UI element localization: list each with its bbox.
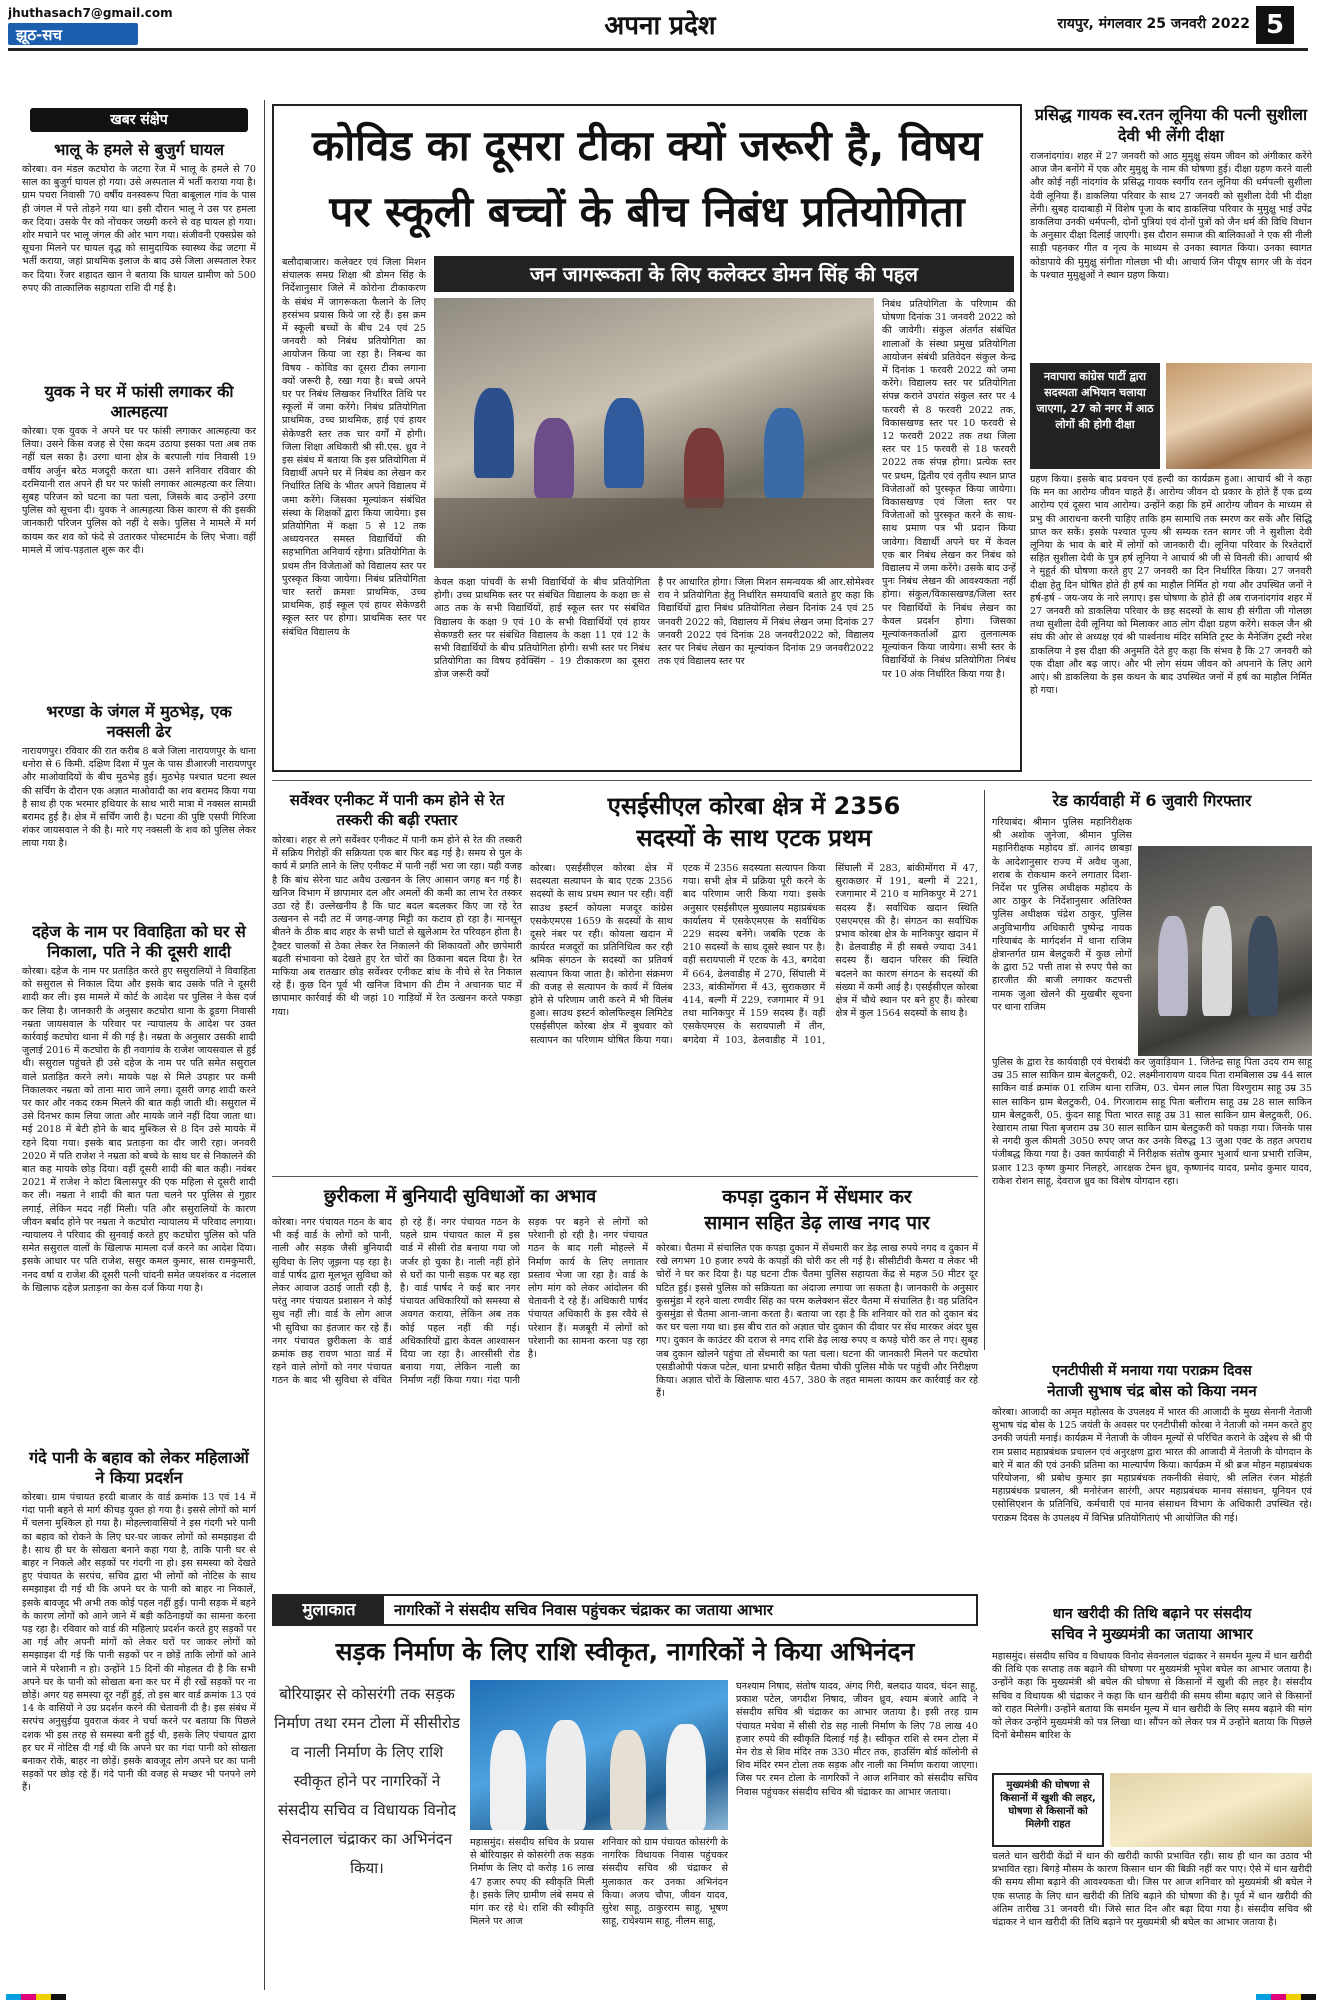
brief-1-title: भालू के हमले से बुजुर्ग घायल (54, 140, 224, 159)
netaji-headline-1: एनटीपीसी में मनाया गया पराक्रम दिवस (1052, 1363, 1252, 1379)
brief-1-body: कोरबा। वन मंडल कटघोरा के जटगा रेंज में भालू के हमले से 70 साल का बुजुर्ग घायल हो गया। उसे अस्पताल में भर्ती कराया गया है। ग्राम पचरा निवासी 70 वर्षीय वनस्वरूप पिता बाबूलाल गांव के पास ही जंगल में पत्ते तोड़ने गया था। इसी दौरान भालू ने उस पर हमला कर दिया। उसके पैर को नोंचकर जख्मी करने से वह घायल हो गया। शोर मचाने पर भालू जंगल की ओर भाग गया। संजीवनी एक्सप्रेस को सूचना मिलने पर घायल वृद्ध को सामुदायिक स्वास्थ्य केंद्र जटगा में भर्ती कराया, जहां प्राथमिक इलाज के बाद उसे जिला अस्पताल रेफर कर दिया। रेंजर शहादत खान ने बताया कि घायल ग्रामीण को 500 रुपए की तात्कालिक सहायता राशि दी गई है। (22, 164, 256, 294)
diksha-body-bottom: ग्रहण किया। इसके बाद प्रवचन एवं हल्दी का कार्यक्रम हुआ। आचार्य श्री ने कहा कि मन का आरोग्य जीवन चाहते हैं। आरोग्य जीवन दो प्रकार के होते हैं एक द्रव्य आरोग्य एवं दूसरा भाव आरोग्य। उन्होंने कहा कि हमें आरोग्य जीवन के माध्यम से प्रभु की आराधना करनी चाहिए ताकि हम सामाधि तक स्मरण कर सकें और सिद्धि प्राप्त कर सकें। इसके पश्चात पूज्य श्री सम्यक रतन सागर जी ने सुशीला देवी लूनिया के भाव के बारे में लोगों को जानकारी दी। लूनिया परिवार के रिश्तेदारों सहित सुशीला देवी के पुत्र हर्ष लूनिया ने आचार्य श्री जी से विनती की। आचार्य श्री ने मुहूर्त की घोषणा करते हुए 27 जनवरी का दिन निर्धारित किया। 27 जनवरी दीक्षा हेतु दिन घोषित होते ही हर्ष का माहौल निर्मित हो गया और उपस्थित जनों ने हर्ष-हर्ष - जय-जय के नारे लगाए। इस घोषणा के होते ही अब राजनांदगांव शहर में 27 जनवरी को डाकलिया परिवार के छह सदस्यों के साथ ही संगीता जी गोलछा तथा सुशीला देवी लूनिया को मिलाकर आठ लोग दीक्षा ग्रहण करेंगे। सकल जैन श्री संघ की ओर से अध्यक्ष एवं श्री पार्श्वनाथ मंदिर समिति ट्रस्ट के मैनेजिंग ट्रस्टी नरेश डाकलिया ने इस दीक्षा की अनुमति देते हुए कहा कि संभव है कि 27 जनवरी को एक दीक्षा और बढ़ जाए। और भी लोग संयम जीवन को अपनाने के लिए आगे आएं। श्री डाकलिया के इस कथन के बाद उपस्थित जनों में हर्ष का माहौल निर्मित हो गया। (1030, 474, 1312, 697)
brand-logo (8, 23, 138, 45)
raid-photo (1138, 846, 1312, 1056)
chhuri-headline: छुरीकला में बुनियादी सुविधाओं का अभाव (323, 1186, 597, 1207)
lead-col-2: केवल कक्षा पांचवीं के सभी विद्यार्थियों के बीच प्रतियोगिता होगी। उच्च प्राथमिक स्तर पर संबंधित विद्यालय के कक्षा छः से आठ तक के सभी विद्यार्थियों, हाई स्कूल स्तर पर संबंधित विद्यालय के कक्षा 9 एवं 10 के सभी विद्यार्थियों एवं हायर सेकण्डरी स्तर पर संबंधित विद्यालय के कक्षा 11 एवं 12 के सभी विद्यार्थियों के बीच प्रतियोगिता होगी। सभी स्तर पर निबंध प्रतियोगिता का विषय हवेक्सिंग - 19 टीकाकरण का दूसरा डोज जरूरी क्यों (434, 577, 650, 681)
dhan-body-bottom: चलते धान खरीदी केंद्रों में धान की खरीदी काफी प्रभावित रही। साथ ही धान का उठाव भी प्रभावित रहा। बिगड़े मौसम के कारण किसान धान की बिक्री नहीं कर पाए। ऐसे में धान खरीदी की समय सीमा बढ़ाने की आवश्यकता थी। जिस पर आज शनिवार को मुख्यमंत्री श्री बघेल ने एक सप्ताह के लिए धान खरीदी की तिथि बढ़ाने की घोषणा की है। पूर्व में धान खरीदी की अंतिम तारीख 31 जनवरी थी। जिसे सात दिन और बढ़ा दिया गया है। संसदीय सचिव श्री चंद्राकर ने धान खरीदी की तिथि बढ़ाने पर मुख्यमंत्री श्री बघेल का आभार जताया है। (992, 1851, 1312, 1929)
brand-name: झूठ-सच (16, 26, 62, 44)
diksha-story (1030, 104, 1312, 780)
theft-headline-1: कपड़ा दुकान में सेंधमार कर (722, 1186, 912, 1208)
mulaqat-story (272, 1594, 978, 1994)
ssecl-headline-1: एसईसीएल कोरबा क्षेत्र में 2356 (607, 792, 901, 820)
email: jhuthasach7@gmail.com (8, 6, 173, 20)
brief-5 (22, 1448, 256, 1986)
dateline: रायपुर, मंगलवार 25 जनवरी 2022 (1057, 16, 1250, 32)
brief-3-title: भरण्डा के जंगल में मुठभेड़, एक नक्सली ढेर (46, 702, 232, 741)
diksha-box-text: नवापारा कांग्रेस पार्टी द्वारा सदस्यता अभियान चलाया जाएगा, 27 को नगर में आठ लोगों की होगी दीक्षा (1036, 370, 1154, 431)
mid-rule-2 (272, 1176, 978, 1177)
lead-subhead-text: जन जागरूकता के लिए कलेक्टर डोमन सिंह की पहल (530, 262, 918, 286)
ssecl-body: कोरबा। एसईसीएल कोरबा क्षेत्र में सदस्यता सत्यापन के बाद एटक 2356 सदस्यों के साथ प्रथम स्थान पर रही। वहीं साउथ इस्टर्न कोयला मजदूर कांग्रेस एसकेएमएस 1659 के सदस्यों के साथ दूसरे नंबर पर रही। कोयला खदान में कार्यरत मजदूरों का प्रतिनिधित्व कर रही श्रमिक संगठन के सदस्यों का प्रतिवर्ष सत्यापन किया जाता है। कोरोना संक्रमण की वजह से सत्यापन के कार्य में विलंब होने से परिणाम जारी करने में भी विलंब हुआ। साउथ इस्टर्न कोलफिल्ड्स लिमिटेड एसईसीएल कोरबा क्षेत्र में बुधवार को सत्यापन का परिणाम घोषित किया गया। एटक में 2356 सदस्यता सत्यापन किया गया। सभी क्षेत्र में प्रक्रिया पूरी करने के बाद परिणाम जारी किया गया। इसके अनुसार एसईसीएल मुख्यालय महाप्रबंधक कार्यालय में एसकेएमएस के सर्वाधिक 229 सदस्य बनेंगे। जबकि एटक के 210 सदस्यों के साथ दूसरे स्थान पर है। वहीं सरायपाली में एटक के 43, बगदेवा में 664, ढेलवाडीह में 270, सिंघाली में 233, बांकीमोंगरा में 43, सुराकछार में 414, बल्गी में 229, रजगामार में 91 तथा मानिकपुर में 159 सदस्य हैं। वहीं एसकेएमएस के सरायपाली में तीन, बगदेवा में 103, ढेलवाडीह में 101, सिंघाली में 283, बांकीमोंगरा में 47, सुराकछार में 191, बल्गी में 221, रजगामार में 210 व मानिकपुर में 271 सदस्य हैं। सर्वाधिक खदान स्थिति एसएमएस की है। संगठन का सर्वाधिक प्रभाव कोरबा क्षेत्र के मानिकपुर खदान में है। ढेलवाडीह में ही सबसे ज्यादा 341 सदस्य हैं। खदान परिसर की स्थिति बदलने का कारण संगठन के सदस्यों की संख्या में कमी आई है। एसईसीएल कोरबा क्षेत्र में चौथे स्थान पर बने हुए हैं। कोरबा क्षेत्र में कुल 1564 सदस्यों के साथ है। (530, 863, 978, 1046)
theft-story (656, 1184, 978, 1584)
mulaqat-label-text: मुलाकात (302, 1600, 356, 1620)
color-bar-left (6, 1994, 66, 2000)
brief-4 (22, 922, 256, 1442)
lead-col-3: है पर आधारित होगा। जिला मिशन समन्वयक श्री आर.सोमेश्वर राव ने प्रतियोगिता हेतु निर्धारित समयावधि बताते हुए कहा कि विद्यार्थियों द्वारा निबंध प्रतियोगिता लेखन दिनांक 24 एवं 25 जनवरी 2022 को, विद्यालय में निबंध लेखन जमा दिनांक 27 जनवरी 2022 एवं दिनांक 28 जनवरी2022 को, विद्यालय स्तर पर निबंध लेखन का मूल्यांकन दिनांक 29 जनवरी2022 तक एवं विद्यालय स्तर पर (658, 577, 874, 668)
lead-subhead (434, 256, 1014, 292)
sand-headline: सर्वेश्वर एनीकट में पानी कम होने से रेत तस्करी की बढ़ी रफ्तार (289, 791, 505, 829)
dhan-story (992, 1604, 1312, 1994)
diksha-photo (1166, 363, 1312, 469)
netaji-headline-2: नेताजी सुभाष चंद्र बोस को किया नमन (1047, 1382, 1257, 1400)
raid-body-top: गरियाबंद। श्रीमान पुलिस महानिरीक्षक श्री अशोक जुनेजा, श्रीमान पुलिस महानिरीक्षक महोदय डॉ. आनंद छाबड़ा के आदेशानुसार राज्य में अवैध जुआ, शराब के रोकथाम करने लगातार दिशा-निर्देश पर पुलिस अधीक्षक महोदय के आर ठाकुर के निर्देशानुसार अतिरिक्त पुलिस अधीक्षक चंद्रेश ठाकुर, पुलिस अनुविभागीय अधिकारी पुष्पेन्द्र नायक गरियाबंद के मार्गदर्शन में थाना राजिम क्षेत्रान्तर्गत ग्राम बेलटुकरी में कुछ लोगों के द्वारा 52 पत्ती ताश से रुपए पैसे का हारजीत की बाजी लगाकर कटपत्ती नामक जुआ खेलने की मुखबीर सूचना पर थाना राजिम (992, 817, 1132, 1013)
brief-2-title: युवक ने घर में फांसी लगाकर की आत्महत्या (44, 382, 234, 421)
mid-rule (272, 780, 1312, 781)
brief-2 (22, 382, 256, 700)
masthead-rule (8, 48, 1308, 51)
briefs-divider (264, 100, 265, 1990)
netaji-story (992, 1362, 1312, 1598)
diksha-box (1030, 363, 1160, 469)
brief-4-body: कोरबा। दहेज के नाम पर प्रताड़ित करते हुए ससुरालियों ने विवाहिता को ससुराल से निकाल दिया और इसके बाद उसके पति ने दूसरी शादी कर ली। इस मामले में कोर्ट के आदेश पर पुलिस ने केस दर्ज कर लिया है। जानकारी के अनुसार कटघोरा थाना के डूडगा निवासी नम्रता जायसवाल के परिवार पर न्यायालय के आदेश पर उक्त कार्रवाई कटघोरा थाना में की गई है। नम्रता के अनुसार उसकी शादी जुलाई 2016 में कटघोरा के ही नवागांव के राजेश जायसवाल से हुई थी। ससुराल पहुंचते ही उसे दहेज के नाम पर पति समेत ससुराल वाले प्रताड़ित करने लगे। मायके पक्ष से मिले उपहार पर कमी निकालकर नम्रता को ताना मारा जाने लगा। दूसरी जगह शादी करने पर कार और नकद रकम मिलने की बात कही जाती थी। ससुराल में उसे दिनभर काम लिया जाता और मायके जाने नहीं दिया जाता था। मई 2018 में बेटी होने के बाद मुश्किल से 8 दिन उसे मायके में रहने दिया गया। इसके बाद प्रताड़ना का दौर जारी रहा। जनवरी 2020 में पति राजेश ने नम्रता को बच्चे के साथ घर से निकालने की बात कह मायके छोड़ दिया। वहीं दूसरी शादी की बात कही। नवंबर 2021 में राजेश ने कोटा बिलासपुर की एक महिला से दूसरी शादी कर ली। नम्रता ने शादी की बात पता चलने पर पुलिस से गुहार लगाई, लेकिन मदद नहीं मिली। पति और ससुरालियों के कारण जीवन बर्बाद होने पर नम्रता ने कटघोरा न्यायालय में परिवाद लगाया। न्यायालय ने परिवाद की सुनवाई करते हुए कटघोरा पुलिस को पति समेत ससुराल वालों के खिलाफ मामला दर्ज करने का आदेश दिया। इसके आधार पर पति राजेश, ससुर कमल कुमार, सास रामकुमारी, ननद वर्षा व राजेश की दूसरी पत्नी चांदनी समेत जयशंकर व नंदलाल के खिलाफ दहेज प्रताड़ना का केस दर्ज किया गया है। (22, 966, 256, 1294)
mulaqat-col-3: घनश्याम निषाद, संतोष यादव, अंगद गिरी, बलदाउ यादव, चंदन साहू, प्रकाश पटेल, जगदीश निषाद, जीवन ध्रुव, श्याम बंजारे आदि ने संसदीय सचिव श्री चंद्राकर का आभार जताया है। इसी तरह ग्राम पंचायत मचेवा में सीसी रोड सह नाली निर्माण के लिए 78 लाख 40 हजार रुपये की स्वीकृति दिलाई गई है। स्वीकृत राशि से रमन टोला में मेन रोड से शिव मंदिर तक 330 मीटर तक, हाउसिंग बोर्ड कॉलोनी से शिव मंदिर रमन टोला तक सड़क और नाली का निर्माण कराया जाएगा। जिस पर रमन टोला के नागरिकों ने आज शनिवार को संसदीय सचिव निवास पहुंचकर संसदीय सचिव श्री चंद्राकर का आभार जताया। (736, 1681, 978, 1798)
mulaqat-photo (470, 1680, 728, 1830)
raid-body-bottom: पुलिस के द्वारा रेड कार्यवाही एवं घेराबंदी कर जुवाड़ियान 1. जितेन्द्र साहू पिता उदय राम साहू उम्र 35 साल साकिन ग्राम बेलटुकरी, 02. लक्ष्मीनारायण यादव पिता रामबिलास उम्र 44 साल साकिन वार्ड क्रमांक 01 राजिम थाना राजिम, 03. चेमन लाल पिता विश्णुराम साहू उम्र 35 साल साकिन ग्राम बेलटुकरी, 04. गिरजाराम साहू पिता बलीराम साहू उम्र 28 साल साकिन ग्राम बेलटुकरी, 05. कुंदन साहू पिता भारत साहू उम्र 31 साल साकिन ग्राम बेलटुकरी, 06. रेखाराम ताम्रा पिता बृजराम उम्र 30 साल साकिन ग्राम बेलटुकरी को पकड़ा गया। जिनके पास से नगदी कुल कीमती 3050 रुपए जप्त कर उनके विरुद्ध 13 जुआ एक्ट के तहत अपराध पंजीबद्ध किया गया है। उक्त कार्यवाही में निरीक्षक संतोष कुमार भुआर्य थाना प्रभारी राजिम, प्रआर 123 कृष्ण कुमार निलहरे, आरक्षक टेमन ध्रुव, कृष्णानंद यादव, प्रमोद कुमार यादव, राकेश रोशन साहू, देवराज ध्रुव का विशेष योगदान रहा। (992, 1057, 1312, 1187)
theft-headline-2: सामान सहित डेढ़ लाख नगद पार (704, 1212, 930, 1234)
theft-body: कोरबा। चैतमा में संचालित एक कपड़ा दुकान में सेंधमारी कर डेढ़ लाख रुपये नगद व दुकान में रखे लगभग 10 हजार रुपये के कपड़ों की चोरी कर ली गई है। सीसीटीवी कैमरा व लेकर भी चोरों ने घर कर दिया है। यह घटना टीक चैतमा पुलिस सहायता केंद्र से महज 50 मीटर दूर घटित हुई। इससे पुलिस को सक्रियता का अंदाजा लगाया जा सकता है। जानकारी के अनुसार कुसमुंडा में रहने वाला रणवीर सिंह का परम कलेक्शन सेंटर चैतमा में संचालित है। वह प्रतिदिन कुसमुंडा से चैतमा आना-जाना करता है। बताया जा रहा है कि शनिवार को रात को दुकान बंद कर घर चला गया था। इस बीच रात को अज्ञात चोर दुकान की दीवार पर सेंध मारकर अंदर घुस गए। दुकान के काउंटर की दराज से नगद राशि डेढ़ लाख रुपए व कपड़े चोरी कर ले गए। सुबह जब दुकान खोलने पहुंचा तो सेंधमारी का पता चला। घटना की जानकारी मिलने पर कटघोरा एसडीओपी पंकज पटेल, थाना प्रभारी सहित चैतमा चौकी पुलिस मौके पर पहुंची और निरीक्षण किया। अज्ञात चोरों के खिलाफ धारा 457, 380 के तहत मामला कायम कर कार्रवाई कर रहे हैं। (656, 1243, 978, 1400)
mulaqat-headline: सड़क निर्माण के लिए राशि स्वीकृत, नागरिकों ने किया अभिनंदन (335, 1637, 915, 1666)
raid-headline: रेड कार्यवाही में 6 जुवारी गिरफ्तार (1052, 791, 1252, 810)
raid-divider (984, 790, 985, 1350)
ssecl-headline-2: सदस्यों के साथ एटक प्रथम (636, 824, 872, 852)
brief-4-title: दहेज के नाम पर विवाहिता को घर से निकाला, पति ने की दूसरी शादी (32, 922, 246, 961)
mulaqat-strap: नागरिकों ने संसदीय सचिव निवास पहुंचकर चंद्राकर का जताया आभार (394, 1601, 773, 1619)
lead-photo (434, 298, 874, 568)
color-bar-right (1256, 1994, 1316, 2000)
diksha-body-top: राजनांदगांव। शहर में 27 जनवरी को आठ मुमुक्षु संयम जीवन को अंगीकार करेंगे आज जैन बनोंगे में एक और मुमुक्षु के नाम की घोषणा हुई। दीक्षा ग्रहण करने वाली और कोई नहीं नांदगांव के प्रसिद्ध गायक स्वर्गीय रतन लूनिया की धर्मपत्नी सुशीला देवी लूनिया हैं। डाकलिया परिवार के साथ 27 जनवरी को सुशीला देवी भी दीक्षा लेंगी। सुबह दादाबाड़ी में विशेष पूजा के बाद डाकलिया परिवार के मुमुक्षु भाई उपेंद्र डाकलिया उनकी धर्मपत्नी, दोनों पुत्रियां एवं दोनों पुत्रों को जैन धर्म की विधि विधान के अनुसार दीक्षा दिलाई जाएगी। इस दौरान समाज की बालिकाओं ने एक सी नीली साड़ी पहनकर गीत व नृत्य के माध्यम से उनका स्वागत किया। उनका स्वागत कोडापाये की मुमुक्षु संगीता गोलछा भी थी। आचार्य जिन पीयूष सागर जी के वंदन के पश्चात मुमुक्षुओं ने स्थान ग्रहण किया। (1030, 151, 1312, 281)
dhan-headline-1: धान खरीदी की तिथि बढ़ाने पर संसदीय (1052, 1606, 1252, 1622)
brief-3-body: नारायणपुर। रविवार की रात करीब 8 बजे जिला नारायणपुर के थाना धनोरा से 6 किमी. दक्षिण दिशा में पुल के पास डीआरजी नारायणपुर और माओवादियों के बीच मुठभेड़ हुई। मुठभेड़ पश्चात घटना स्थल की सर्चिंग के दौरान एक अज्ञात माओवादी का शव बरामद किया गया है साथ ही एक भरमार हथियार के साथ भारी मात्रा में नक्सल सामग्री बरामद हुई है। क्षेत्र में सर्चिंग जारी है। घटना की पुष्टि एसपी गिरिजा शंकर जायसवाल ने की है। मारे गए नक्सली के शव को पुलिस लेकर लाया गया है। (22, 746, 256, 850)
brief-5-title: गंदे पानी के बहाव को लेकर महिलाओं ने किया प्रदर्शन (29, 1448, 249, 1487)
briefs-label (30, 108, 248, 132)
dhan-body-top: महासमुंद। संसदीय सचिव व विधायक विनोद सेवनलाल चंद्राकर ने समर्थन मूल्य में धान खरीदी की तिथि एक सप्ताह तक बढ़ाने की घोषणा पर मुख्यमंत्री भूपेश बघेल का आभार जताया है। उन्होंने कहा कि मुख्यमंत्री श्री बघेल की घोषणा से किसानों में खुशी की लहर है। संसदीय सचिव व विधायक श्री चंद्राकर ने कहा कि धान खरीदी की समय सीमा बढ़ाए जाने से किसानों को राहत मिलेगी। उन्होंने बताया कि समर्थन मूल्य में धान खरीदी के लिए समय बढ़ाने की मांग को लेकर उन्होंने मुख्यमंत्री को पत्र लिखा था। सौंपन को लेकर पत्र में उन्होंने बताया कि पिछले दिनों बेमौसम बारिश के (992, 1651, 1312, 1742)
diksha-headline: प्रसिद्ध गायक स्व.रतन लूनिया की पत्नी सुशीला देवी भी लेंगी दीक्षा (1034, 105, 1308, 145)
mulaqat-col-1: महासमुंद। संसदीय सचिव के प्रयास से बोरियाझर से कोसरंगी तक सड़क निर्माण के लिए दो करोड़ 16 लाख 47 हजार रुपए की स्वीकृति मिली है। इसके लिए ग्रामीण लंबे समय से मांग कर रहे थे। राशि की स्वीकृति मिलने पर आज (470, 1837, 594, 1928)
brief-1 (22, 140, 256, 380)
sand-body: कोरबा। शहर से लगे सर्वेश्वर एनीकट में पानी कम होने से रेत की तस्करी में सक्रिय गिरोहों की सक्रियता एक बार फिर बढ़ गई है। समय से पुल के कार्य में प्रगति लाने के लिए एनीकट में पानी नहीं भरा जा रहा। यही वजह है कि बांध सेरेना घाट अवैध उत्खनन के लिए आसान जगह बन गई है। खनिज विभाग में छापामार दल और अमलों की कमी का लाभ रेत तस्कर उठा रहे हैं। उल्लेखनीय है कि घाट बदल बदलकर किए जा रहे रेत उत्खनन से नदी तट में जगह-जगह मिट्टी का कटाव हो रहा है। मानसून बीतने के ठीक बाद शहर के सभी घाटों से खुलेआम रेत परिवहन होता है। ट्रैक्टर चालकों से ठेका लेकर रेत निकालने की शिकायतों और छापेमारी बढ़ती संभावना को देखते हुए रेत चोरों का ठिकाना बदल दिया है। रेत माफिया अब रातखार छोड़ सर्वेश्वर एनीकट बांध के नीचे से रेत निकाल रहे हैं। कुछ दिन पूर्व भी खनिज विभाग की टीम ने अचानक घाट में छापामार कार्रवाई की थी जहां 10 गाड़ियों में रेत उत्खनन करते पकड़ा गया। (272, 835, 522, 1018)
lead-story (272, 104, 1022, 772)
lead-col-4: निबंध प्रतियोगिता के परिणाम की घोषणा दिनांक 31 जनवरी 2022 को की जावेगी। संकुल अंतर्गत संबंधित शालाओं के संस्था प्रमुख प्रतियोगिता आयोजन संबंधी प्रतिवेदन संकुल केन्द्र में दिनांक 1 फरवरी 2022 को जमा करेंगे। विद्यालय स्तर पर प्रतियोगिता संपन्न कराने उपरांत संकुल स्तर पर 4 फरवरी से 8 फरवरी 2022 तक, विकासखण्ड स्तर पर 10 फरवरी से 12 फरवरी 2022 तक तथा जिला स्तर पर 15 फरवरी से 18 फरवरी 2022 तक संपन्न होगा। प्रत्येक स्तर पर प्रथम, द्वितीय एवं तृतीय स्थान प्राप्त विजेताओं को पुरस्कृत किया जायेगा। विकासखण्ड एवं जिला स्तर पर विजेताओं को पुरस्कृत करने के साथ-साथ प्रमाण पत्र भी प्रदान किया जावेगा। विद्यार्थी अपने घर में केवल एक बार निबंध लेखन कर निबंध को विद्यालय में जमा करेंगे। उसके बाद उन्हें पुनः निबंध लेखन की आवश्यकता नहीं होगा। संकुल/विकासखण्ड/जिला स्तर पर विद्यार्थियों के निबंध लेखन का केवल प्रदर्शन होगा। जिसका मूल्यांकनकर्ताओं द्वारा तुलनात्मक मूल्यांकन किया जायेगा। सभी स्तर के विद्यार्थियों के निबंध प्रतियोगिता निबंध पर 10 अंक निर्धारित किया गया है। (882, 299, 1016, 680)
brief-2-body: कोरबा। एक युवक ने अपने घर पर फांसी लगाकर आत्महत्या कर लिया। उसने किस वजह से ऐसा कदम उठाया इसका पता अब तक नहीं चल सका है। उरगा थाना क्षेत्र के बरपाली गांव निवासी 19 वर्षीय अर्जुन बरेठ मजदूरी करता था। उसने शनिवार रविवार की दरमियानी रात अपने ही घर पर फांसी लगाकर आत्महत्या कर लिया। सुबह परिजन को घटना का पता चला, जिसके बाद उन्होंने उरगा पुलिस को सूचना दी। युवक ने आत्महत्या किस कारण से की इसकी जानकारी परिजन पुलिस को नहीं दे सके। पुलिस ने मामले में मर्ग कायम कर शव को फंदे से उतारकर पोस्टमार्टम के लिए भेजा। वहीं मामले में जांच-पड़ताल शुरू कर दी। (22, 426, 256, 556)
lead-headline-2: पर स्कूली बच्चों के बीच निबंध प्रतियोगिता (329, 187, 965, 236)
section-title: अपना प्रदेश (604, 11, 716, 41)
sand-story (272, 790, 522, 1170)
mulaqat-col-2: शनिवार को ग्राम पंचायत कोसरंगी के नागरिक विधायक निवास पहुंचकर संसदीय सचिव श्री चंद्राकर से मुलाकात कर उनका अभिनंदन किया। अजय चौपा, जीवन यादव, सुरेश साहू, ठाकुरराम साहू, भूषण साहू, राधेश्याम साहू, नीलम साहू, (602, 1837, 728, 1928)
page-number: 5 (1256, 6, 1294, 44)
mulaqat-label (274, 1596, 384, 1624)
lead-headline-1: कोविड का दूसरा टीका क्यों जरूरी है, विषय (312, 121, 982, 170)
dhan-photo (1110, 1773, 1312, 1847)
lead-col-1: बलौदाबाजार। कलेक्टर एवं जिला मिशन संचालक समग्र शिक्षा श्री डोमन सिंह के निर्देशानुसार जिले में कोरोना टीकाकरण के संबंध में जागरूकता फैलाने के लिए हरसंभव प्रयास किये जा रहे हैं। इस क्रम में स्कूली बच्चों के बीच 24 एवं 25 जनवरी को निबंध प्रतियोगिता का आयोजन किया जा रहा है। निबन्ध का विषय - कोविड का दूसरा टीका लगाना क्यों जरूरी है, रखा गया है। बच्चे अपने घर पर निबंध लिखकर निर्धारित तिथि पर स्कूलों में जमा करेंगे। निबंध प्रतियोगिता प्राथमिक, उच्च प्राथमिक, हाई एवं हायर सेकेण्डरी स्तर तक चार वर्गों में होगी। जिला शिक्षा अधिकारी श्री सी.एस. ध्रुव ने इस संबंध में बताया कि इस प्रतियोगिता में विद्यार्थी अपने घर में निबंध का लेखन कर निर्धारित तिथि के भीतर अपने विद्यालय में जमा करेंगे। जिसका मूल्यांकन संबंधित संस्था के शिक्षकों द्वारा किया जायेगा। इस प्रतियोगिता में कक्षा 5 से 12 तक अध्ययनरत समस्त विद्यार्थियों की सहभागिता अनिवार्य रहेगा। प्रतियोगिता के प्रथम तीन विजेताओं को विद्यालय स्तर पर पुरस्कृत किया जायेगा। निबंध प्रतियोगिता चार स्तरों क्रमशः प्राथमिक, उच्च प्राथमिक, हाई स्कूल एवं हायर सेकेण्डरी स्कूल स्तर पर होगा। प्राथमिक स्तर पर संबंधित विद्यालय के (282, 257, 426, 638)
dhan-headline-2: सचिव ने मुख्यमंत्री का जताया आभार (1051, 1625, 1253, 1643)
dhan-box-text: मुख्यमंत्री की घोषणा से किसानों में खुशी की लहर, घोषणा से किसानों को मिलेगी राहत (1000, 1780, 1096, 1830)
mulaqat-pull: बोरियाझर से कोसरंगी तक सड़क निर्माण तथा रमन टोला में सीसीरोड व नाली निर्माण के लिए राशि स्वीकृत होने पर नागरिकों ने संसदीय सचिव व विधायक विनोद सेवनलाल चंद्राकर का अभिनंदन किया। (274, 1685, 460, 1877)
raid-story (992, 790, 1312, 1354)
chhuri-body: कोरबा। नगर पंचायत गठन के बाद भी कई वार्ड के लोगों को पानी, नाली और सड़क जैसी बुनियादी सुविधा के लिए जूझना पड़ रहा है। वार्ड पार्षद द्वारा मूलभूत सुविधा को लेकर आवाज उठाई जाती रही है, परंतु नगर पंचायत प्रशासन ने कोई सुध नहीं ली। वार्ड के लोग आज भी सुविधा का इंतजार कर रहे हैं। नगर पंचायत छुरीकला के वार्ड क्रमांक छह रावण भाठा वार्ड में रहने वाले लोगों को नगर पंचायत गठन के बाद भी सुविधा से वंचित हो रहे हैं। नगर पंचायत गठन के पहले ग्राम पंचायत काल में इस वार्ड में सीसी रोड बनाया गया जो जर्जर हो चुका है। नाली नहीं होने से घरों का पानी सड़क पर बह रहा है। वार्ड पार्षद ने कई बार नगर पंचायत अधिकारियों को समस्या से अवगत कराया, लेकिन अब तक कोई पहल नहीं की गई। अधिकारियों द्वारा केवल आश्वासन दिया जा रहा है। आरसीसी रोड बनाया गया, लेकिन नाली का निर्माण नहीं किया गया। गंदा पानी सड़क पर बहने से लोगों को परेशानी हो रही है। नगर पंचायत गठन के बाद गली मोहल्ले में निर्माण कार्य के लिए लगातार प्रस्ताव भेजा जा रहा है। वार्ड के लोग मांग को लेकर आंदोलन की चेतावनी दे रहे हैं। अधिकारी पार्षद पंचायत अधिकारी के इस रवैये से परेशान हैं। मजबूरी में लोगों को परेशानी का सामना करना पड़ रहा है। (272, 1217, 648, 1387)
dhan-box (992, 1773, 1104, 1847)
ssecl-story (530, 790, 978, 1170)
brief-5-body: कोरबा। ग्राम पंचायत हरदी बाजार के वार्ड क्रमांक 13 एवं 14 में गंदा पानी बहने से मार्ग कीचड़ युक्त हो गया है। इससे लोगों को मार्ग में चलना मुश्किल हो गया है। मोहल्लावासियों ने इस गंदगी भरे पानी का बहाव को रोकने के लिए घर-घर जाकर लोगों को समझाइश दी है। साथ ही घर के सोखता बनाने कहा गया है, ताकि पानी घर से बाहर न निकले और सड़कों पर गंदगी ना हो। इस समस्या को देखते हुए पंचायत के सरपंच, सचिव द्वारा भी लोगों को नोटिस के साथ समझाइश दी गई थी कि अपने घर के पानी को बाहर ना निकालें, इसके बावजूद भी अभी तक कोई पहल नहीं हुई। पानी सड़क में बहने के कारण लोगों को आने जाने में बड़ी कठिनाइयों का सामना करना पड़ रहा है। रविवार को वार्ड की महिलाएं प्रदर्शन करते हुए सड़कों पर आ गई और अपनी मांगों को लेकर घरों पर जाकर लोगों को समझाइश दी गई कि पानी सड़कों पर न छोड़ें ताकि लोगों को आने जाने में परेशानी न हो। उन्होंने 15 दिनों की मोहलत दी है कि सभी अपने घर के पानी को सोखता बना कर घर में ही रखें सड़कों पर ना छोड़ें। अगर यह समस्या दूर नहीं हुई, तो इस बार वार्ड क्रमांक 13 एवं 14 के वासियों ने उग्र प्रदर्शन करने की चेतावनी दी है। इस संबंध में सरपंच अनुसुईया युवराज कंवर ने चर्चा करने पर बताया कि पिछले दशक भी इस तरह से समस्या बनी हुई थी, इसके लिए पंचायत द्वारा हर घर में नोटिस दी गई थी कि अपने घर का गंदा पानी को सोखता बनाकर रोकें, बाहर ना छोड़ें। इसके बावजूद लोग अपने घर का पानी सड़कों पर छोड़ रहे हैं। गंदे पानी की वजह से मच्छर भी पनपने लगे हैं। (22, 1492, 256, 1794)
brief-3 (22, 702, 256, 922)
chhuri-story (272, 1184, 648, 1584)
netaji-body: कोरबा। आजादी का अमृत महोत्सव के उपलक्ष्य में भारत की आजादी के मुख्य सेनानी नेताजी सुभाष चंद्र बोस के 125 जयंती के अवसर पर एनटीपीसी कोरबा ने नेताजी को नमन करते हुए उनकी जयंती मनाई। कार्यक्रम में नेताजी के जीवन मूल्यों से परिचित कराने के उद्देश्य से श्री पी राम प्रसाद महाप्रबंधक प्रचालन एवं अनुरक्षण द्वारा भारत की आजादी में नेताजी के योगदान के बारे में बात की एवं उनकी प्रतिमा का माल्यार्पण किया। कार्यक्रम में श्री ब्रज मोहन महाप्रबंधक परियोजना, श्री प्रबोध कुमार झा महाप्रबंधक तकनीकी सेवाएं, श्री ललित रंजन मोहंती महाप्रबंधक प्रचालन, श्री मनोरंजन सारंगी, अपर महाप्रबंधक मानव संसाधन, यूनियन एवं एसोसिएशन के प्रतिनिधि, कर्मचारी एवं मानव संसाधन विभाग के अधिकारी उपस्थित रहे। पराक्रम दिवस के उपलक्ष्य में विभिन्न प्रतियोगिताएं भी आयोजित की गई। (992, 1407, 1312, 1524)
briefs-label-text: खबर संक्षेप (110, 112, 168, 128)
